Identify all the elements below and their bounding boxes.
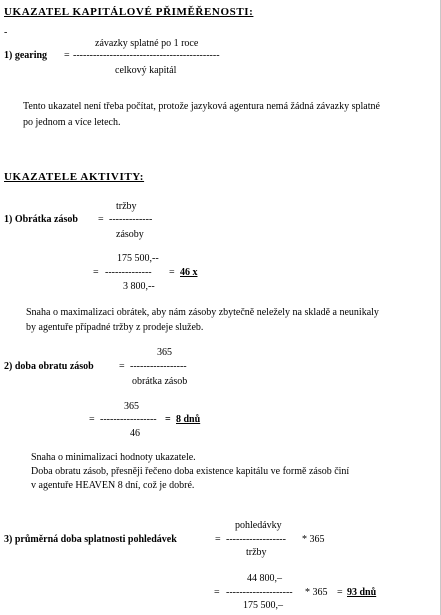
receivables-period-calc-numerator: 44 800,– (247, 573, 282, 584)
inventory-turnover-calc-denominator: 3 800,-- (123, 281, 155, 292)
inventory-turnover-note-line-2: by agentuře případné tržby z prodeje služeb. (26, 322, 204, 333)
gearing-note-line-2: po jednom a více letech. (23, 117, 121, 128)
inventory-period-label: 2) doba obratu zásob (4, 361, 94, 372)
inventory-turnover-result: 46 x (180, 267, 198, 278)
inventory-turnover-calc-numerator: 175 500,-- (117, 253, 159, 264)
receivables-period-calc-denominator: 175 500,– (243, 600, 283, 611)
receivables-period-fraction-line: ------------------ (226, 534, 286, 545)
inventory-turnover-numerator: tržby (116, 201, 137, 212)
inventory-period-calc-equals: = (89, 414, 95, 425)
inventory-turnover-label: 1) Obrátka zásob (4, 214, 78, 225)
gearing-fraction-line: -------------------------------------------- (73, 50, 220, 61)
inventory-period-numerator: 365 (157, 347, 172, 358)
inventory-period-fraction-line: ----------------- (130, 361, 187, 372)
inventory-turnover-result-equals: = (169, 267, 175, 278)
receivables-period-multiplier: * 365 (302, 534, 325, 545)
receivables-period-calc-multiplier: * 365 (305, 587, 328, 598)
inventory-period-calc-numerator: 365 (124, 401, 139, 412)
section-heading-capital-adequacy: UKAZATEL KAPITÁLOVÉ PŘIMĚŘENOSTI: (4, 6, 254, 18)
inventory-period-denominator: obrátka zásob (132, 376, 188, 387)
inventory-turnover-note-line-1: Snaha o maximalizaci obrátek, aby nám zásoby zbytečně neležely na skladě a neunikaly (26, 307, 379, 318)
gearing-note-line-1: Tento ukazatel není třeba počítat, protože jazyková agentura nemá žádná závazky splatné (23, 101, 380, 112)
inventory-period-note-line-3: v agentuře HEAVEN 8 dní, což je dobré. (31, 480, 195, 491)
inventory-period-calc-line: ----------------- (100, 414, 157, 425)
receivables-period-equals: = (215, 534, 221, 545)
inventory-turnover-fraction-line: ------------- (109, 214, 153, 225)
gearing-denominator: celkový kapitál (115, 65, 177, 76)
receivables-period-calc-line: -------------------- (226, 587, 293, 598)
inventory-period-equals: = (119, 361, 125, 372)
inventory-turnover-calc-equals: = (93, 267, 99, 278)
inventory-turnover-calc-line: -------------- (105, 267, 152, 278)
inventory-turnover-equals: = (98, 214, 104, 225)
receivables-period-denominator: tržby (246, 547, 267, 558)
inventory-period-result: 8 dnů (176, 414, 201, 425)
inventory-period-note-line-2: Doba obratu zásob, přesněji řečeno doba existence kapitálu ve formě zásob činí (31, 466, 350, 477)
inventory-period-result-equals: = (165, 414, 171, 425)
gearing-label: 1) gearing (4, 50, 48, 61)
gearing-equals: = (64, 50, 70, 61)
section-heading-activity: UKAZATELE AKTIVITY: (4, 171, 145, 183)
receivables-period-label: 3) průměrná doba splatnosti pohledávek (4, 534, 177, 545)
dash-marker: - (4, 27, 8, 38)
inventory-turnover-denominator: zásoby (116, 229, 144, 240)
inventory-period-note-line-1: Snaha o minimalizaci hodnoty ukazatele. (31, 452, 196, 463)
inventory-period-calc-denominator: 46 (130, 428, 140, 439)
receivables-period-result-equals: = (337, 587, 343, 598)
receivables-period-result: 93 dnů (347, 587, 377, 598)
gearing-numerator: závazky splatné po 1 roce (95, 38, 199, 49)
receivables-period-numerator: pohledávky (235, 520, 282, 531)
receivables-period-calc-equals: = (214, 587, 220, 598)
